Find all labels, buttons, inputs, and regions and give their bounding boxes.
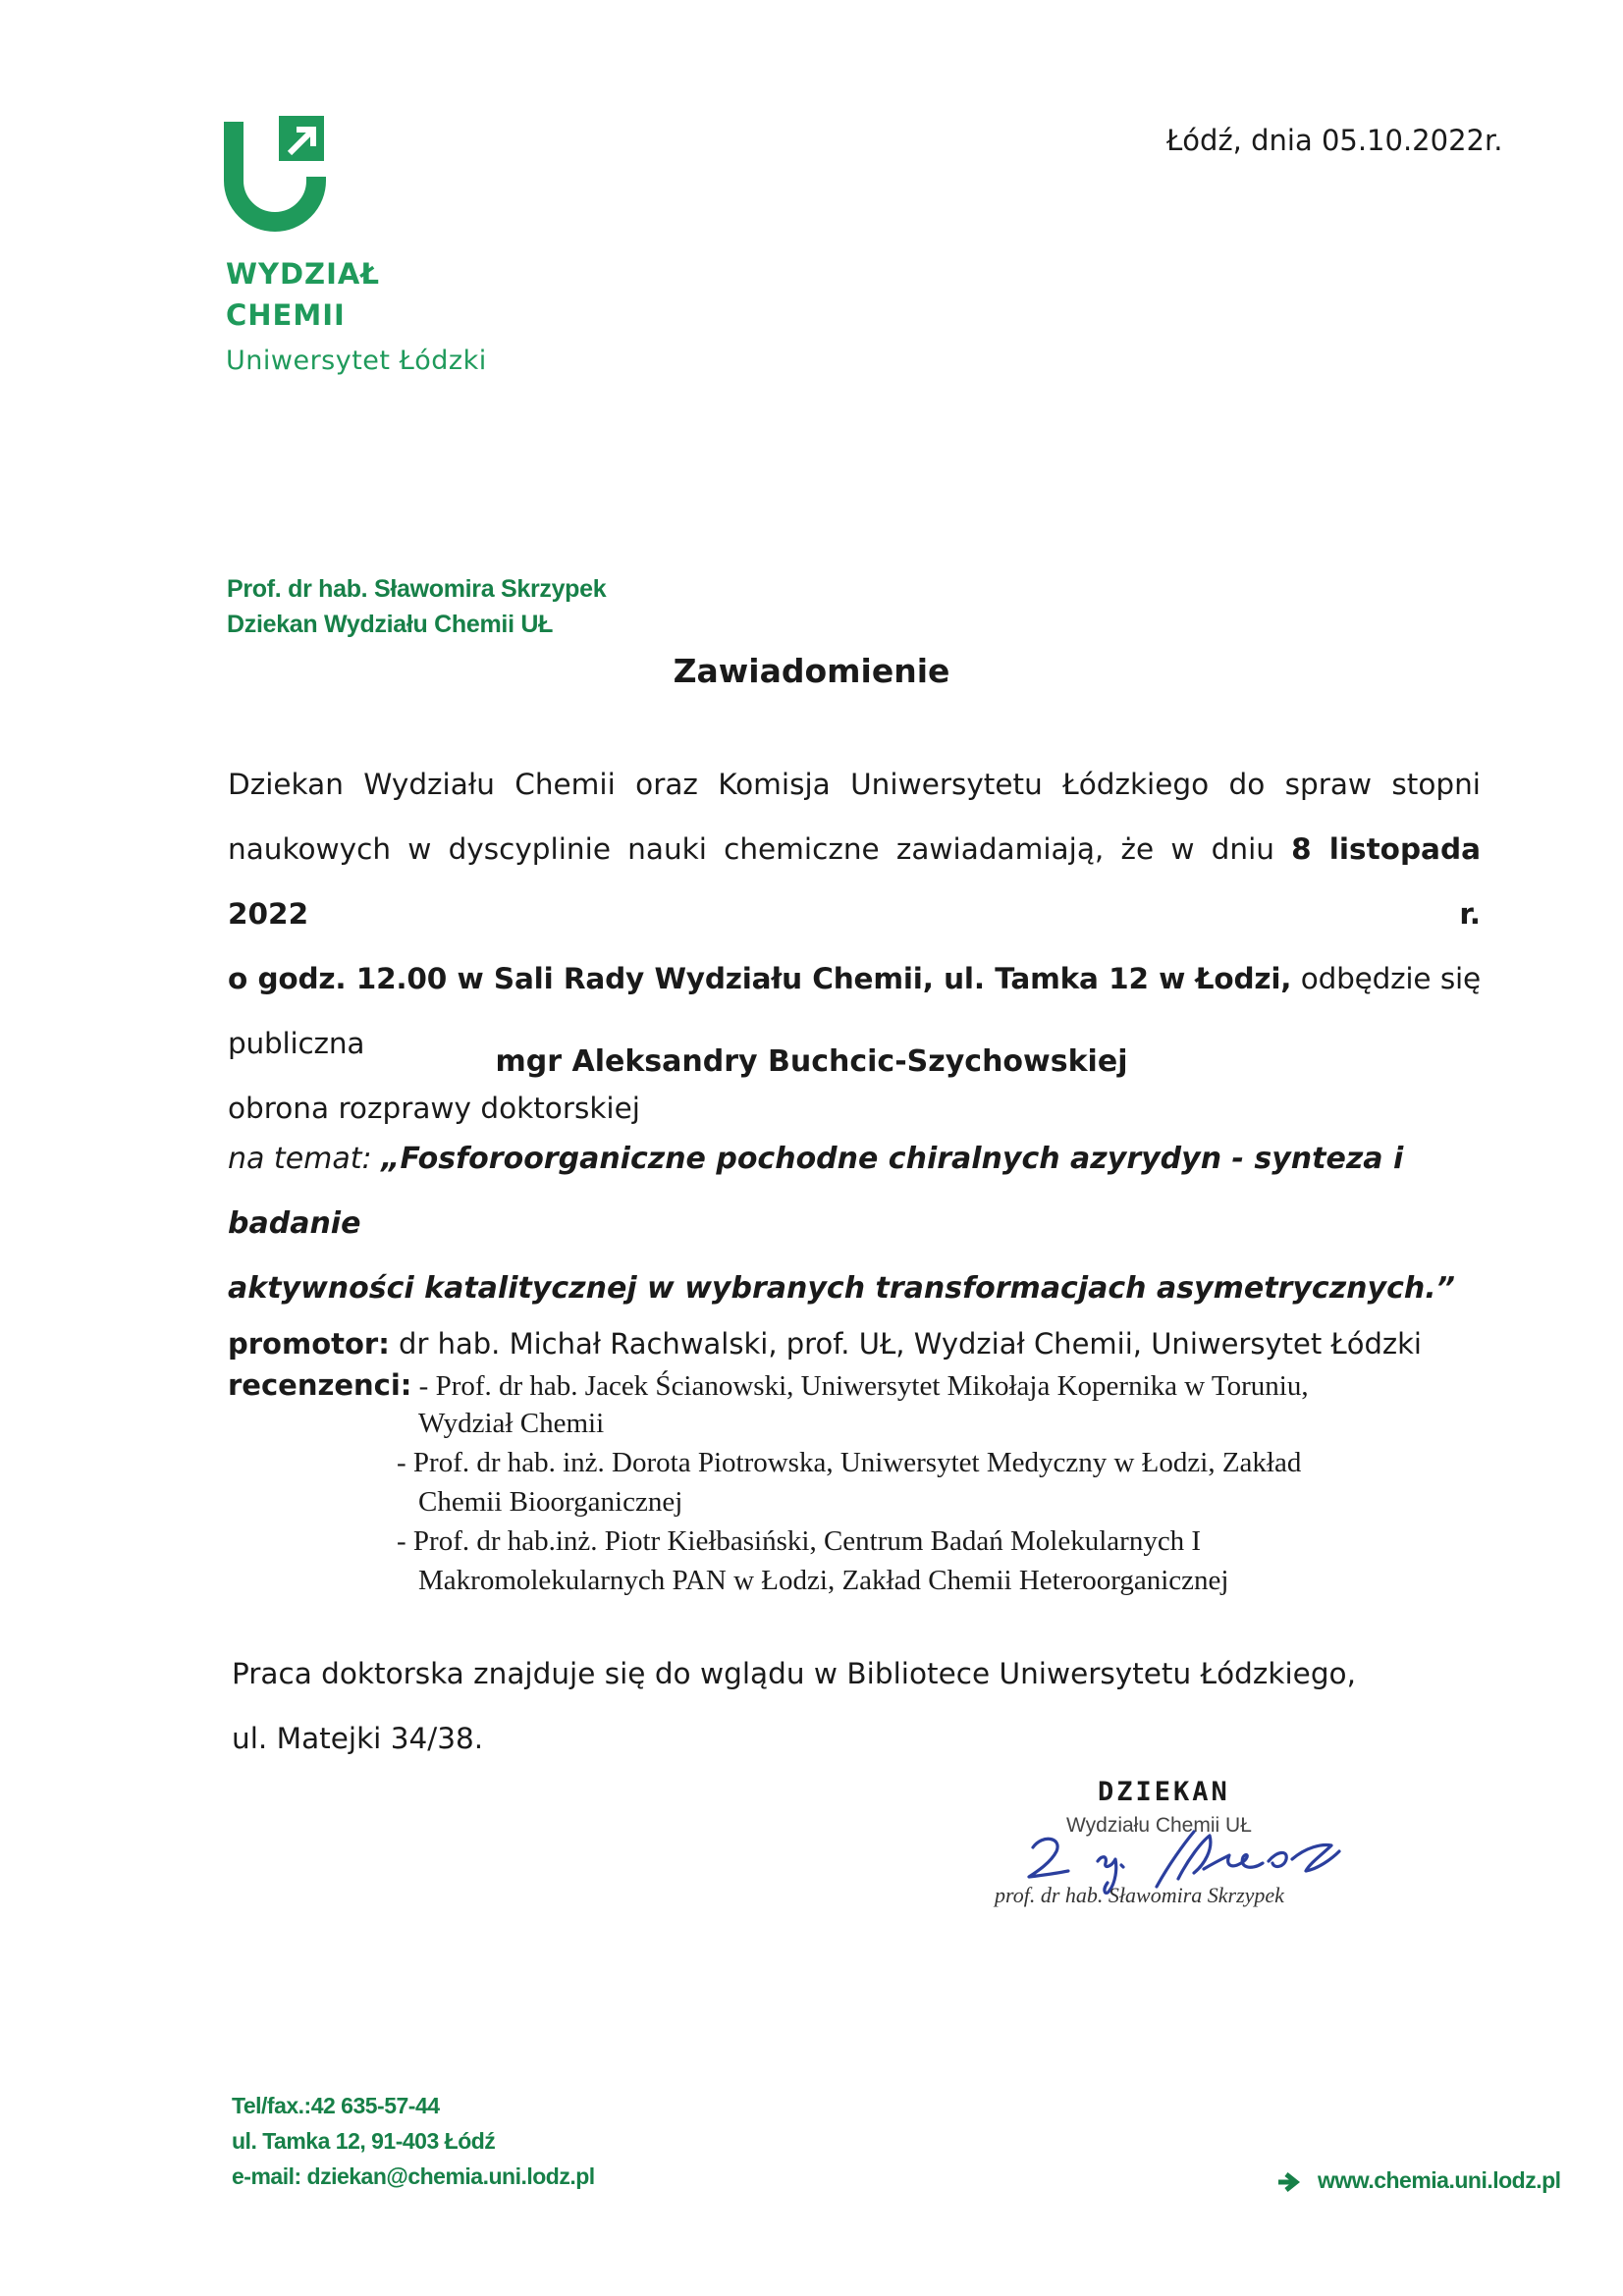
promotor-text: dr hab. Michał Rachwalski, prof. UŁ, Wydział Chemii, Uniwersytet Łódzki [389, 1327, 1422, 1361]
sender-title: Dziekan Wydziału Chemii UŁ [227, 611, 554, 638]
letter-date: Łódź, dnia 05.10.2022r. [1166, 124, 1503, 157]
footer-email[interactable]: e-mail: dziekan@chemia.uni.lodz.pl [232, 2163, 595, 2189]
reviewer-3-line-1: - Prof. dr hab.inż. Piotr Kiełbasiński, Centrum Badań Molekularnych I [397, 1525, 1202, 1557]
promotor-label: promotor: [228, 1327, 390, 1361]
body-line-1: Dziekan Wydziału Chemii oraz Komisja Uniwersytetu Łódzkiego do spraw stopni [228, 768, 1481, 801]
topic-line-2 [228, 1256, 1494, 1321]
notice-body [228, 752, 1481, 1141]
reviewer-1-text: - Prof. dr hab. Jacek Ścianowski, Uniwersytet Mikołaja Kopernika w Toruniu, [411, 1370, 1309, 1402]
footer-website-link[interactable]: www.chemia.uni.lodz.pl [1318, 2167, 1561, 2193]
reviewer-3-line-2: Makromolekularnych PAN w Łodzi, Zakład Chemii Heteroorganicznej [418, 1565, 1229, 1596]
reviewer-2-line-1: - Prof. dr hab. inż. Dorota Piotrowska, Uniwersytet Medyczny w Łodzi, Zakład [397, 1447, 1302, 1478]
stamp-dean-name: prof. dr hab. Sławomira Skrzypek [995, 1883, 1284, 1907]
reviewers-label: recenzenci: [228, 1368, 412, 1402]
topic-title-part2: aktywności katalitycznej w wybranych transformacjach asymetrycznych.” [228, 1271, 1455, 1306]
reviewer-1-line-1 [228, 1368, 1543, 1408]
body-line-4: obrona rozprawy doktorskiej [228, 1092, 640, 1125]
arrow-right-icon [1276, 2171, 1300, 2193]
stamp-title: DZIEKAN [1098, 1777, 1230, 1807]
stamp-department: Wydziału Chemii UŁ [1066, 1814, 1252, 1837]
library-line-1: Praca doktorska znajduje się do wglądu w Bibliotece Uniwersytetu Łódzkiego, [232, 1657, 1356, 1690]
sender-name: Prof. dr hab. Sławomira Skrzypek [227, 575, 607, 603]
faculty-name-line2: CHEMII [226, 298, 346, 332]
dissertation-topic [228, 1127, 1494, 1321]
defense-place: o godz. 12.00 w Sali Rady Wydziału Chemii, ul. Tamka 12 w Łodzi, [228, 962, 1292, 995]
ul-logo-icon [224, 116, 326, 236]
footer-address: ul. Tamka 12, 91-403 Łódź [232, 2128, 496, 2154]
footer-phone: Tel/fax.:42 635-57-44 [232, 2093, 440, 2118]
document-title: Zawiadomienie [673, 652, 950, 690]
topic-line-1 [228, 1127, 1494, 1256]
defense-date: 8 listopada 2022 r. [228, 832, 1481, 931]
reviewer-1-line-2: Wydział Chemii [418, 1408, 605, 1439]
reviewer-2-line-2: Chemii Bioorganicznej [418, 1486, 683, 1518]
topic-title-part1: „Fosforoorganiczne pochodne chiralnych azyrydyn - synteza i badanie [228, 1142, 1404, 1241]
body-line-2-text: naukowych w dyscyplinie nauki chemiczne zawiadamiają, że w dniu [228, 832, 1292, 866]
topic-label: na temat: [228, 1142, 382, 1176]
library-line-2: ul. Matejki 34/38. [232, 1722, 484, 1755]
body-line-3-text: odbędzie się publiczna [228, 962, 1482, 1060]
university-name: Uniwersytet Łódzki [226, 346, 487, 376]
candidate-name: mgr Aleksandry Buchcic-Szychowskiej [495, 1044, 1128, 1079]
reviewers-list [228, 1368, 1543, 1604]
library-note [232, 1641, 1488, 1771]
body-line-2 [228, 817, 1481, 946]
promotor-line [228, 1327, 1543, 1361]
faculty-name-line1: WYDZIAŁ [226, 257, 380, 291]
